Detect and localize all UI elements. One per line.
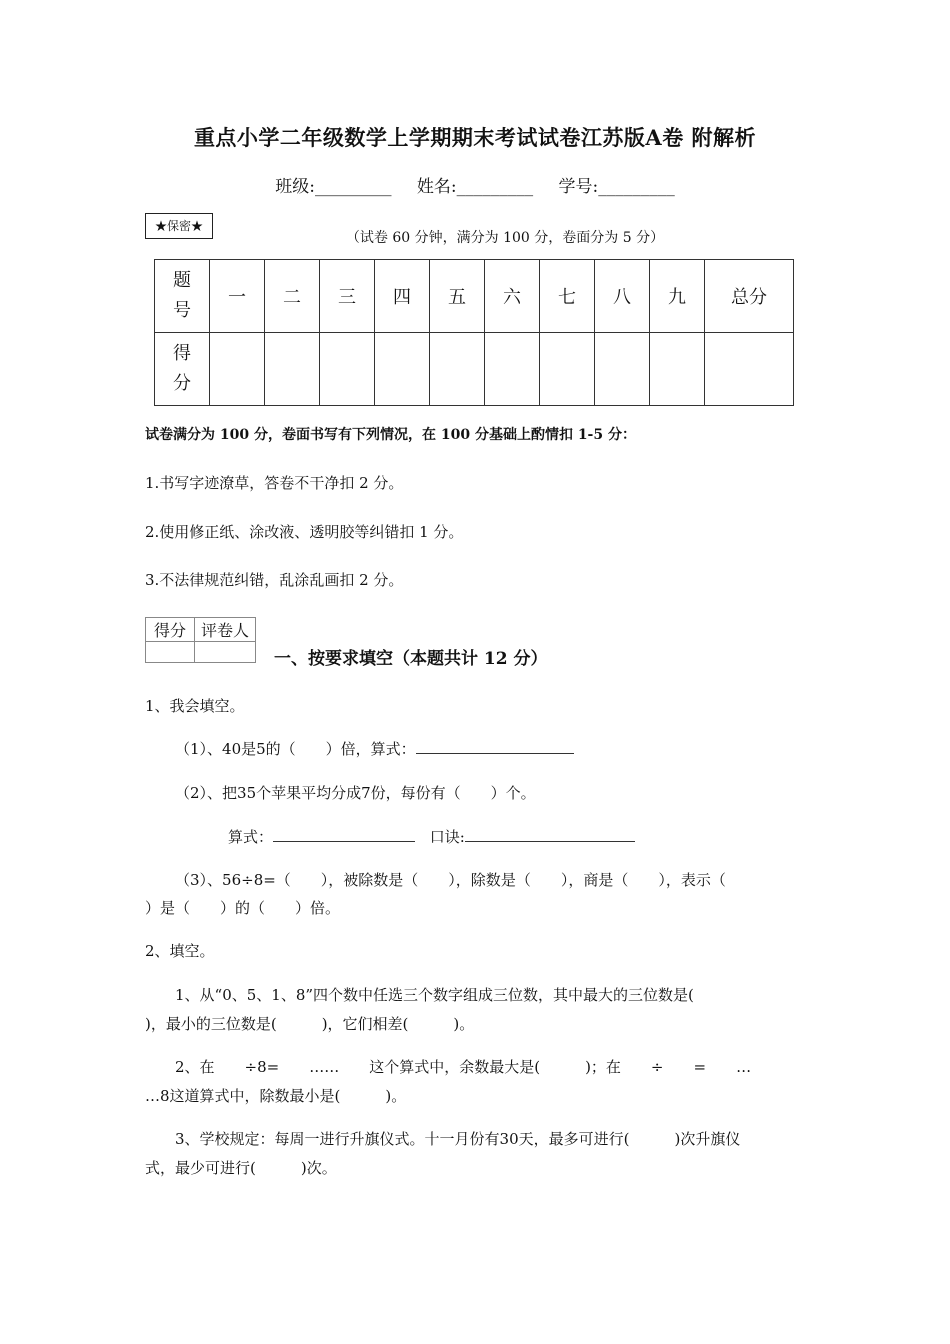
score-col-header: 六 xyxy=(485,260,540,333)
score-col-header: 一 xyxy=(210,260,265,333)
score-cell[interactable] xyxy=(540,333,595,406)
grader-reviewer-cell[interactable] xyxy=(195,642,256,663)
question-2-1-line1: 1、从“0、5、1、8”四个数中任选三个数字组成三位数，其中最大的三位数是( xyxy=(175,986,694,1004)
score-col-header: 二 xyxy=(265,260,320,333)
score-col-header: 七 xyxy=(540,260,595,333)
score-cell[interactable] xyxy=(375,333,430,406)
question-1-2-work: 算式： 口诀: xyxy=(228,826,635,847)
class-field[interactable]: 班级:_________ xyxy=(275,177,392,197)
question-2: 2、填空。 xyxy=(145,942,215,960)
grader-score-cell[interactable] xyxy=(146,642,195,663)
grader-score-label: 得分 xyxy=(146,618,195,642)
question-1-3-line1: （3）、56÷8=（ ），被除数是（ ），除数是（ ），商是（ ），表示（ xyxy=(175,871,726,889)
score-cell[interactable] xyxy=(320,333,375,406)
score-table xyxy=(154,259,794,406)
score-col-header: 九 xyxy=(650,260,705,333)
student-info xyxy=(0,172,950,197)
score-cell[interactable] xyxy=(265,333,320,406)
question-1: 1、我会填空。 xyxy=(145,697,245,715)
score-cell[interactable] xyxy=(705,333,794,406)
score-table-label: 题 号 xyxy=(155,260,210,333)
rule-item: 1.书写字迹潦草，答卷不干净扣 2 分。 xyxy=(145,474,404,492)
score-cell[interactable] xyxy=(210,333,265,406)
section-title: 一、按要求填空（本题共计 12 分） xyxy=(274,649,548,669)
score-cell[interactable] xyxy=(650,333,705,406)
question-2-2-line2: …8这道算式中，除数最小是( )。 xyxy=(145,1087,407,1105)
score-col-header: 总分 xyxy=(705,260,794,333)
exam-note: （试卷 60 分钟，满分为 100 分，卷面分为 5 分） xyxy=(345,230,665,246)
score-col-header: 四 xyxy=(375,260,430,333)
rules-heading: 试卷满分为 100 分，卷面书写有下列情况，在 100 分基础上酌情扣 1-5 分： xyxy=(145,427,636,443)
score-row-label: 得 分 xyxy=(155,333,210,406)
grader-reviewer-label: 评卷人 xyxy=(195,618,256,642)
question-1-2: （2）、把35个苹果平均分成7份，每份有（ ）个。 xyxy=(175,784,536,802)
page-title: 重点小学二年级数学上学期期末考试试卷江苏版A卷 附解析 xyxy=(193,125,757,150)
score-cell[interactable] xyxy=(430,333,485,406)
question-2-3-line2: 式，最少可进行( )次。 xyxy=(145,1159,337,1177)
answer-blank[interactable] xyxy=(416,739,574,754)
name-field[interactable]: 姓名:_________ xyxy=(416,177,534,197)
rule-item: 2.使用修正纸、涂改液、透明胶等纠错扣 1 分。 xyxy=(145,523,464,541)
question-2-3-line1: 3、学校规定：每周一进行升旗仪式。十一月份有30天，最多可进行( )次升旗仪 xyxy=(175,1130,741,1148)
question-2-2-line1: 2、在 ÷8= …… 这个算式中，余数最大是( )；在 ÷ = … xyxy=(175,1058,752,1076)
question-1-3-line2: ）是（ ）的（ ）倍。 xyxy=(145,899,341,917)
score-col-header: 三 xyxy=(320,260,375,333)
rule-item: 3.不法律规范纠错，乱涂乱画扣 2 分。 xyxy=(145,571,404,589)
formula-blank[interactable] xyxy=(273,827,415,842)
score-cell[interactable] xyxy=(485,333,540,406)
score-col-header: 八 xyxy=(595,260,650,333)
score-cell[interactable] xyxy=(595,333,650,406)
question-2-1-line2: )，最小的三位数是( )，它们相差( )。 xyxy=(145,1015,475,1033)
student-id-field[interactable]: 学号:_________ xyxy=(558,177,675,197)
score-col-header: 五 xyxy=(430,260,485,333)
question-1-1: （1）、40是5的（ ）倍，算式： xyxy=(175,738,574,759)
grader-box xyxy=(145,617,256,663)
rhyme-blank[interactable] xyxy=(465,827,635,842)
confidential-stamp: ★保密★ xyxy=(145,213,213,239)
